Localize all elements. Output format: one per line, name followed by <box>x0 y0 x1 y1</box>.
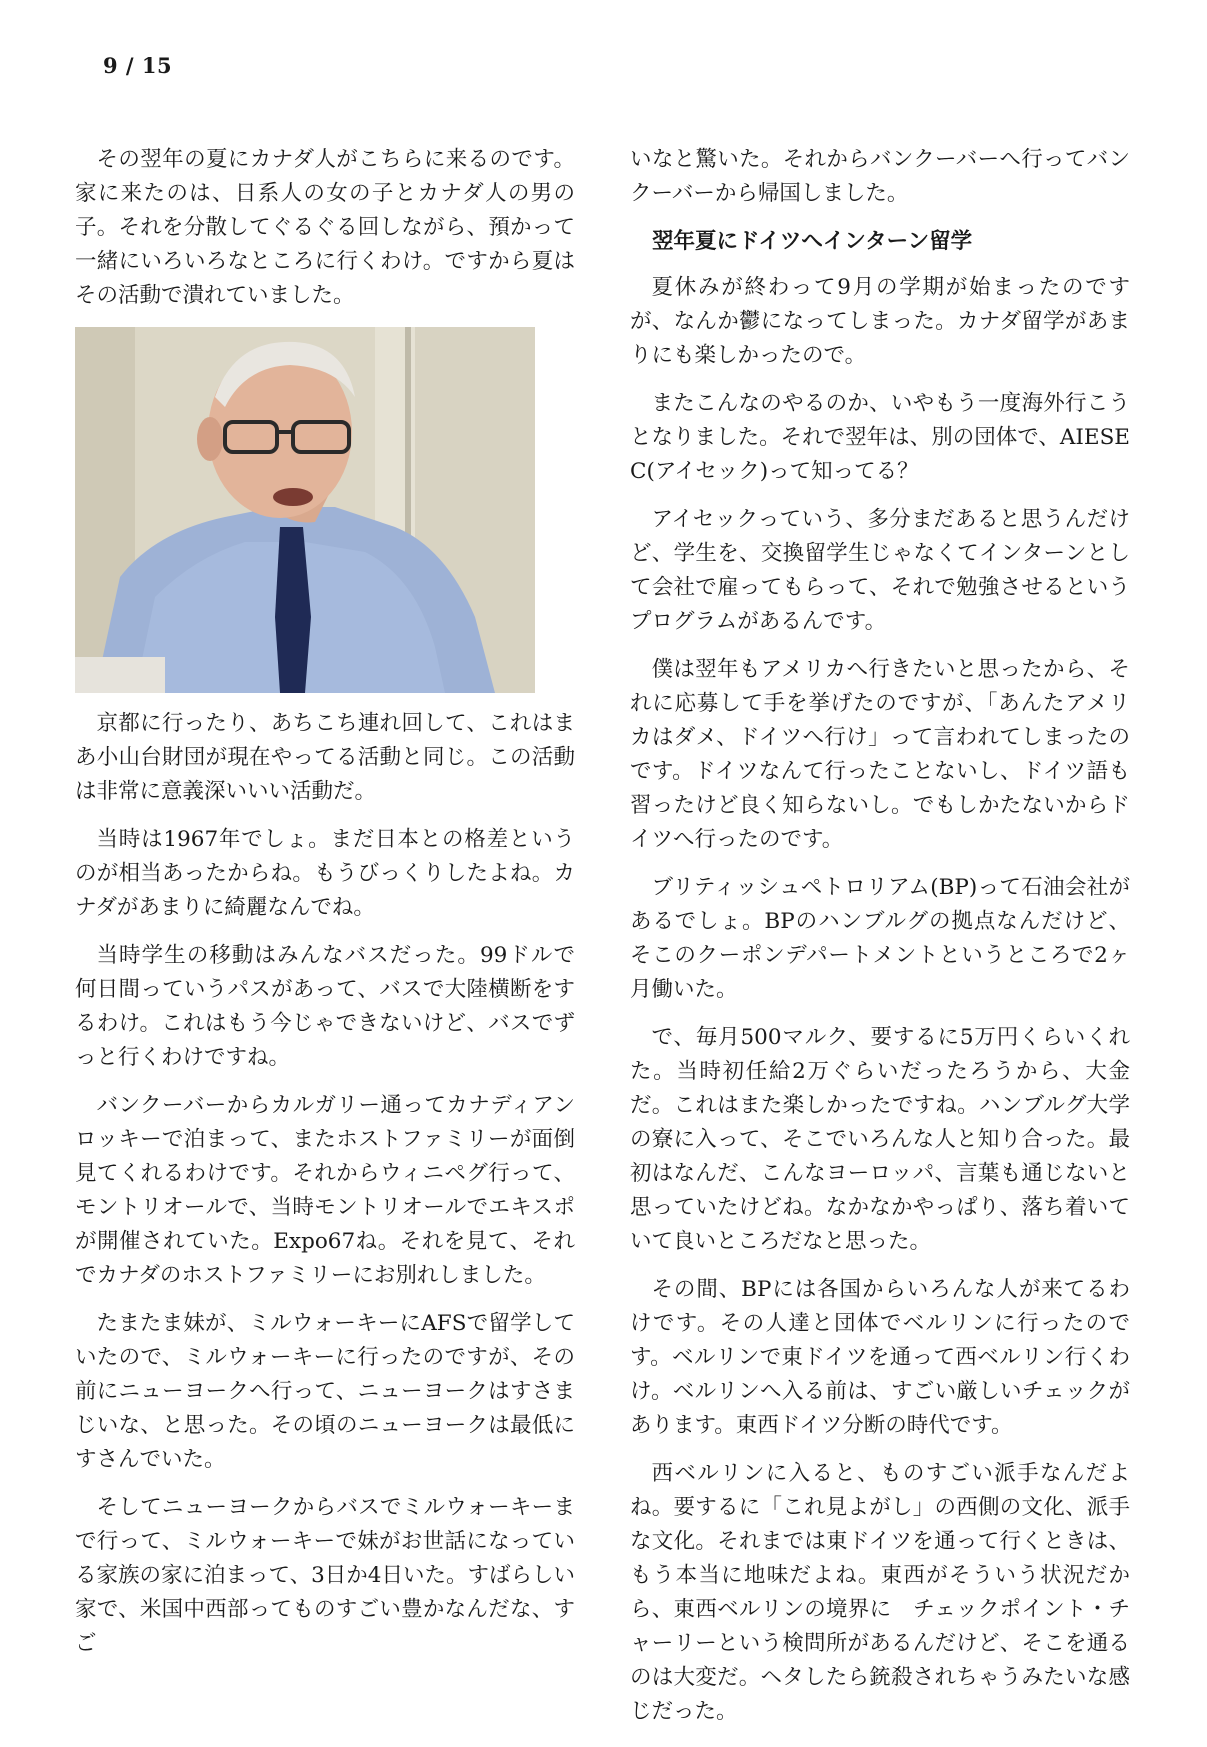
paragraph: ブリティッシュペトロリアム(BP)って石油会社があるでしょ。BPのハンブルグの拠点なんだけど、そこのクーポンデパートメントというところで2ヶ月働いた。 <box>630 875 1130 1002</box>
paragraph: で、毎月500マルク、要するに5万円くらいくれた。当時初任給2万ぐらいだったろうから、大金だ。これはまた楽しかったですね。ハンブルグ大学の寮に入って、そこでいろんな人と知り合った。最初はなんだ、こんなヨーロッパ、言葉も通じないと思っていたけどね。なかなかやっぱり、落ち着いていて良いところだなと思った。 <box>630 1025 1130 1254</box>
paragraph: その翌年の夏にカナダ人がこちらに来るのです。家に来たのは、日系人の女の子とカナダ人の男の子。それを分散してぐるぐる回しながら、預かって一緒にいろいろなところに行くわけ。ですから夏はその活動で潰れていました。 <box>75 147 575 308</box>
portrait-photo <box>75 327 535 693</box>
portrait-photo-icon <box>75 327 535 693</box>
paragraph: またこんなのやるのか、いやもう一度海外行こうとなりました。それで翌年は、別の団体で、AIESEC(アイセック)って知ってる？ <box>630 391 1130 484</box>
right-column <box>630 143 1130 1743</box>
paragraph: そしてニューヨークからバスでミルウォーキーまで行って、ミルウォーキーで妹がお世話になっている家族の家に泊まって、3日か4日いた。すばらしい家で、米国中西部ってものすごい豊かなんだな、すご <box>75 1495 575 1656</box>
paragraph: 夏休みが終わって9月の学期が始まったのですが、なんか鬱になってしまった。カナダ留学があまりにも楽しかったので。 <box>630 275 1130 368</box>
paragraph: 当時は1967年でしょ。まだ日本との格差というのが相当あったからね。もうびっくりしたよね。カナダがあまりに綺麗なんでね。 <box>75 827 575 920</box>
paragraph: その間、BPには各国からいろんな人が来てるわけです。その人達と団体でベルリンに行ったのです。ベルリンで東ドイツを通って西ベルリン行くわけ。ベルリンへ入る前は、すごい厳しいチェックがあります。東西ドイツ分断の時代です。 <box>630 1277 1130 1438</box>
section-heading: 翌年夏にドイツへインターン留学 <box>652 229 973 254</box>
left-column <box>75 143 575 1675</box>
paragraph-continuation: いなと驚いた。それからバンクーバーへ行ってバンクーバーから帰国しました。 <box>630 147 1130 206</box>
paragraph: たまたま妹が、ミルウォーキーにAFSで留学していたので、ミルウォーキーに行ったのですが、その前にニューヨークへ行って、ニューヨークはすさまじいな、と思った。その頃のニューヨークは最低にすさんでいた。 <box>75 1311 575 1472</box>
paragraph: 京都に行ったり、あちこち連れ回して、これはまあ小山台財団が現在やってる活動と同じ。この活動は非常に意義深いいい活動だ。 <box>75 711 575 804</box>
paragraph: アイセックっていう、多分まだあると思うんだけど、学生を、交換留学生じゃなくてインターンとして会社で雇ってもらって、それで勉強させるというプログラムがあるんです。 <box>630 507 1130 634</box>
page-number: 9 / 15 <box>103 53 173 78</box>
paragraph: 僕は翌年もアメリカへ行きたいと思ったから、それに応募して手を挙げたのですが、「あんたアメリカはダメ、ドイツへ行け」って言われてしまったのです。ドイツなんて行ったことないし、ドイツ語も習ったけど良く知らないし。でもしかたないからドイツへ行ったのです。 <box>630 657 1130 852</box>
paragraph: 西ベルリンに入ると、ものすごい派手なんだよね。要するに「これ見よがし」の西側の文化、派手な文化。それまでは東ドイツを通って行くときは、もう本当に地味だよね。東西がそういう状況だから、東西ベルリンの境界に チェックポイント・チャーリーという検問所があるんだけど、そこを通るのは大変だ。ヘタしたら銃殺されちゃうみたいな感じだった。 <box>630 1461 1130 1724</box>
paragraph: 当時学生の移動はみんなバスだった。99ドルで何日間っていうパスがあって、バスで大陸横断をするわけ。これはもう今じゃできないけど、バスでずっと行くわけですね。 <box>75 943 575 1070</box>
paragraph: バンクーバーからカルガリー通ってカナディアンロッキーで泊まって、またホストファミリーが面倒見てくれるわけです。それからウィニペグ行って、モントリオールで、当時モントリオールでエキスポが開催されていた。Expo67ね。それを見て、それでカナダのホストファミリーにお別れしました。 <box>75 1093 575 1288</box>
